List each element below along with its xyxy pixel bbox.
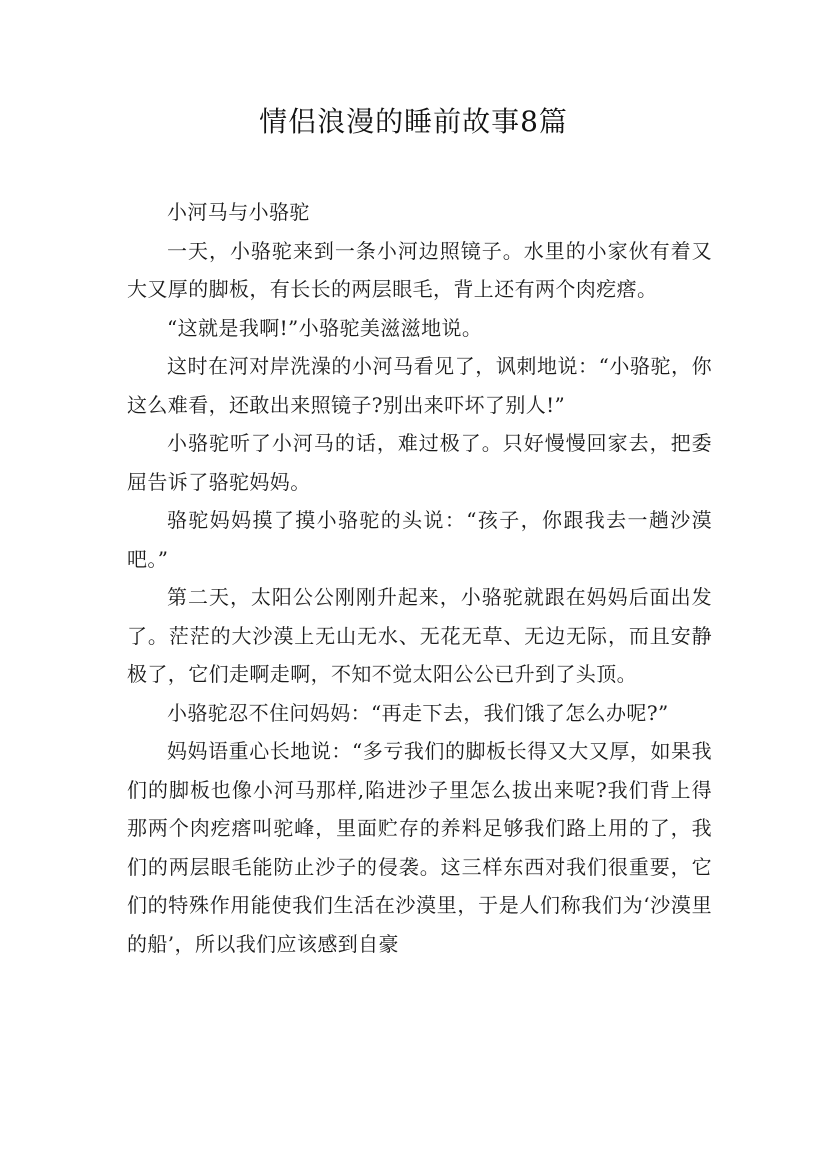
paragraph: 这时在河对岸洗澡的小河马看见了，讽刺地说：“小骆驼，你这么难看，还敢出来照镜子?别出来吓坏了别人!” bbox=[127, 354, 712, 417]
paragraph: 小骆驼听了小河马的话，难过极了。只好慢慢回家去，把委屈告诉了骆驼妈妈。 bbox=[127, 431, 712, 494]
document-title: 情侣浪漫的睡前故事8篇 bbox=[259, 105, 568, 138]
paragraph: 第二天，太阳公公刚刚升起来，小骆驼就跟在妈妈后面出发了。茫茫的大沙漠上无山无水、无花无草、无边无际，而且安静极了，它们走啊走啊，不知不觉太阳公公已升到了头顶。 bbox=[127, 585, 712, 686]
paragraph: 骆驼妈妈摸了摸小骆驼的头说：“孩子，你跟我去一趟沙漠吧。” bbox=[127, 508, 712, 571]
paragraph-story-title: 小河马与小骆驼 bbox=[167, 200, 310, 224]
paragraph: 一天，小骆驼来到一条小河边照镜子。水里的小家伙有着又大又厚的脚板，有长长的两层眼毛，背上还有两个肉疙瘩。 bbox=[127, 238, 712, 301]
paragraph: 小骆驼忍不住问妈妈：“再走下去，我们饿了怎么办呢?” bbox=[167, 700, 669, 725]
document-body bbox=[127, 193, 712, 963]
paragraph: “这就是我啊!”小骆驼美滋滋地说。 bbox=[167, 315, 483, 340]
paragraph: 妈妈语重心长地说：“多亏我们的脚板长得又大又厚，如果我们的脚板也像小河马那样,陷进沙子里怎么拔出来呢?我们背上得那两个肉疙瘩叫驼峰，里面贮存的养料足够我们路上用的了，我们的两层眼毛能防止沙子的侵袭。这三样东西对我们很重要，它们的特殊作用能使我们生活在沙漠里，于是人们称我们为‘沙漠里的船’，所以我们应该感到自豪 bbox=[127, 739, 712, 956]
